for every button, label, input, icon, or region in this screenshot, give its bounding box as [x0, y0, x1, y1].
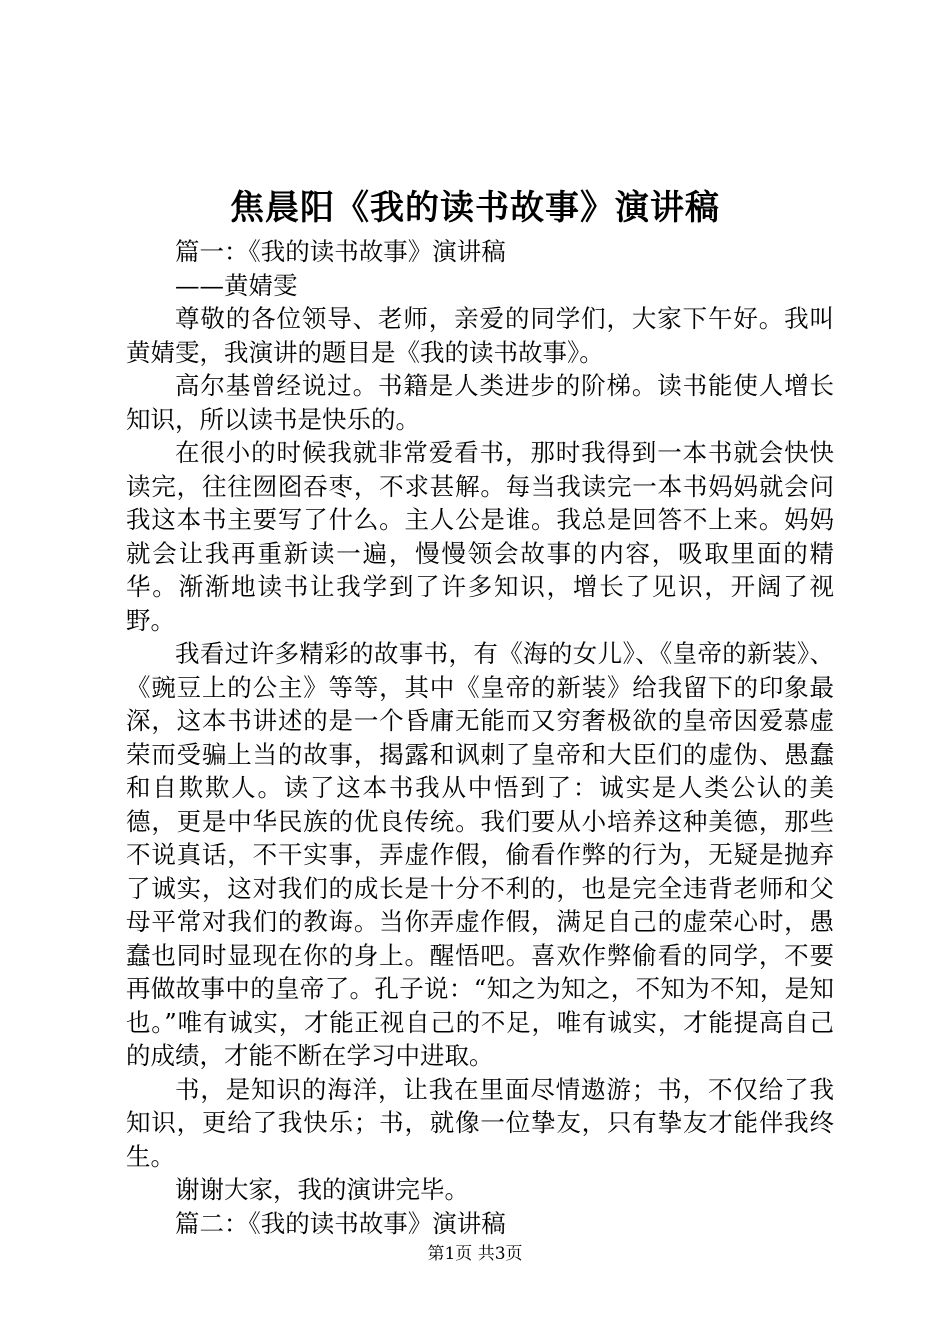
section-heading-1: 篇一：《我的读书故事》演讲稿	[175, 237, 506, 266]
page-number-footer: 第1页 共3页	[427, 1244, 523, 1264]
paragraph: 在很小的时候我就非常爱看书，那时我得到一本书就会快快读完，往往囫囵吞枣，不求甚解。每当我读完一本书妈妈就会问我这本书主要写了什么。主人公是谁。我总是回答不上来。妈妈就会让我再重新读一遍，慢慢领会故事的内容，吸取里面的精华。渐渐地读书让我学到了许多知识，增长了见识，开阔了视野。	[126, 438, 834, 635]
paragraph: 尊敬的各位领导、老师，亲爱的同学们，大家下午好。我叫黄婧雯，我演讲的题目是《我的读书故事》。	[126, 304, 834, 367]
paragraph: 我看过许多精彩的故事书，有《海的女儿》、《皇帝的新装》、《豌豆上的公主》等等，其中《皇帝的新装》给我留下的印象最深，这本书讲述的是一个昏庸无能而又穷奢极欲的皇帝因爱慕虚荣而受骗上当的故事，揭露和讽刺了皇帝和大臣们的虚伪、愚蠢和自欺欺人。读了这本书我从中悟到了：诚实是人类公认的美德，更是中华民族的优良传统。我们要从小培养这种美德，那些不说真话，不干实事，弄虚作假，偷看作弊的行为，无疑是抛弃了诚实，这对我们的成长是十分不利的，也是完全违背老师和父母平常对我们的教诲。当你弄虚作假，满足自己的虚荣心时，愚蠢也同时显现在你的身上。醒悟吧。喜欢作弊偷看的同学，不要再做故事中的皇帝了。孔子说：“知之为知之，不知为不知，是知也。”唯有诚实，才能正视自己的不足，唯有诚实，才能提高自己的成绩，才能不断在学习中进取。	[126, 639, 834, 1070]
paragraph: 高尔基曾经说过。书籍是人类进步的阶梯。读书能使人增长知识，所以读书是快乐的。	[126, 371, 834, 434]
section-heading-2: 篇二：《我的读书故事》演讲稿	[175, 1208, 506, 1238]
closing-line: 谢谢大家，我的演讲完毕。	[175, 1175, 469, 1204]
paragraph: 书，是知识的海洋，让我在里面尽情遨游；书，不仅给了我知识，更给了我快乐；书，就像一位挚友，只有挚友才能伴我终生。	[126, 1074, 834, 1171]
document-body	[126, 235, 834, 1240]
author-line: ——黄婧雯	[175, 270, 298, 300]
document-title: 焦晨阳《我的读书故事》演讲稿	[230, 188, 720, 228]
